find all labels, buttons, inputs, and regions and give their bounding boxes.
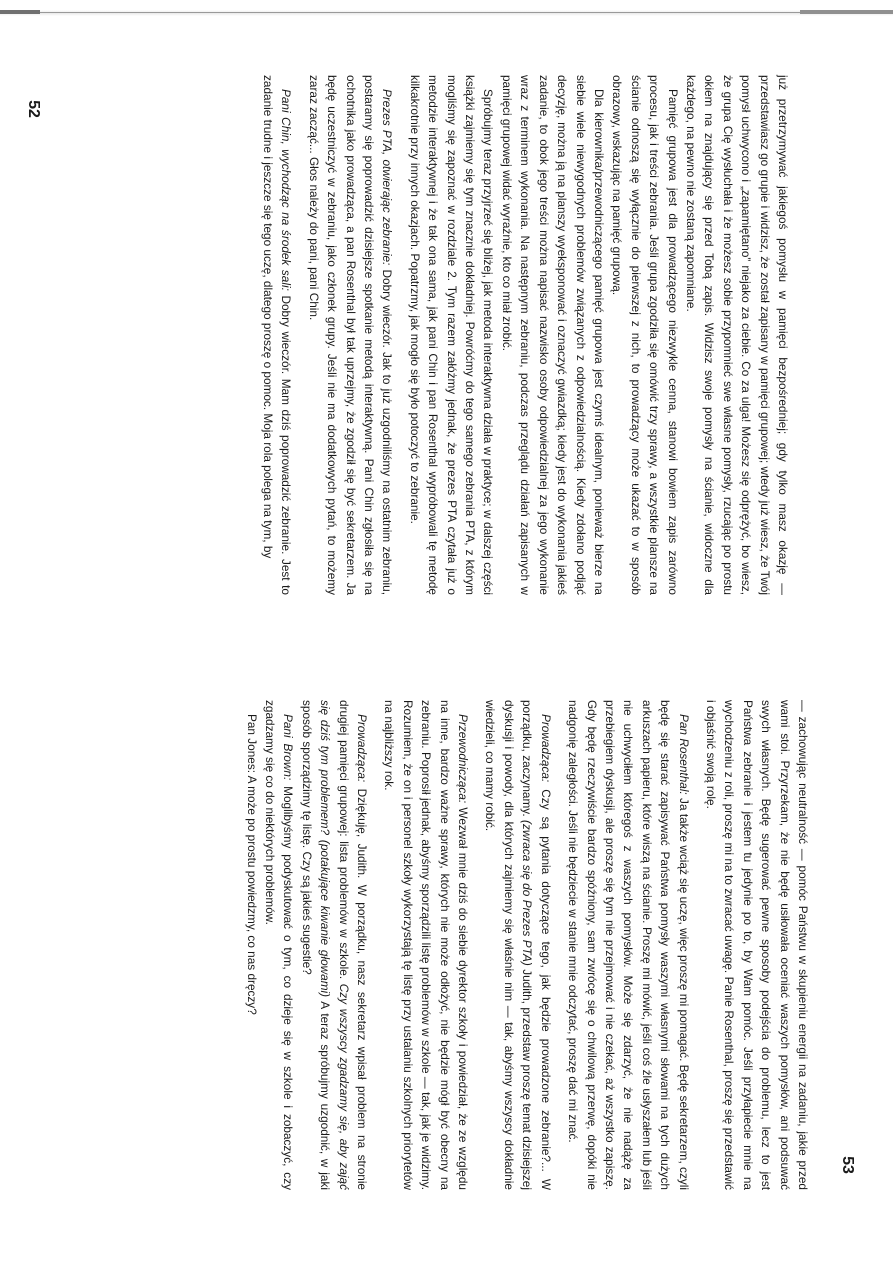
dialogue-text: Dobry wieczór. Mam dziś poprowadzić zebranie. Jest to zadanie trudne i jeszcze się tego uczę, dlatego proszę o pomoc. Moja rola polega na tym, by	[261, 75, 294, 595]
paragraph: Spróbujmy teraz przyjrzeć się bliżej, jak metoda interaktywna działa w praktyce; w dalszej części książki zajmiemy się tym znacznie dokładniej. Powróćmy do tego samego zebrania PTA, z którym mogliśmy się zapoznać w rozdziale 2. Tym razem załóżmy jednak, że prezes PTA czytała już o metodzie interaktywnej i że tak ona sama, jak pani Chin i pan Rosenthal wypróbowali tę metodę kilkakrotnie przy innych okazjach. Popatrzmy, jak mogło się było potoczyć to zebranie.	[407, 75, 496, 595]
speaker: Prowadząca:	[355, 714, 370, 783]
speaker: Pani Chin, wychodząc na środek sali:	[279, 89, 294, 291]
dialogue-paragraph	[259, 75, 296, 595]
dialogue-text: A teraz spróbujmy uzgodnić, w jaki sposób sporządzimy tę listę. Czy są jakieś sugestie?	[299, 700, 333, 1190]
dialogue-text: Czy są pytania dotyczące tego, jak będzie prowadzone zebranie?... W porządku, zaczynamy.	[520, 700, 553, 1190]
dialogue-text: Wezwał mnie dziś do siebie dyrektor szkoły i powiedział, że ze względu na inne, bardzo ważne sprawy, których nie może odłożyć, nie będzie mógł być obecny na zebraniu. Poprosił jednak, abyśmy sporządzili listę problemów w szkole — tak, jak je widzimy. Rozumiem, że on i personel szkoły wykorzystają tę listę przy ustalaniu szkolnych priorytetów na najbliższy rok.	[382, 700, 471, 1190]
speaker: Pani Brown:	[281, 714, 296, 781]
scan-top-edge	[0, 0, 893, 26]
paragraph: już przetrzymywać jakiegoś pomysłu w pamięci bezpośredniej; gdy tylko masz okazję — przedstawiasz go grupie i widzisz, że został zapisany w pamięci grupowej; wtedy już wiesz, że Twój pomysł uchwycono i „zapamiętano” niejako za ciebie. Co za ulga! Możesz się odprężyć, bo wiesz, że grupa Cię wysłuchała i że możesz sobie przypomnieć swe własne pomysły, rzucając po prostu okiem na znajdujący się przed Tobą zapis. Widzisz swoje pomysły na ścianie, widoczne dla każdego, na pewno nie zostaną zapomniane.	[683, 75, 790, 595]
dialogue-text: Judith, przedstaw proszę temat dzisiejszej dyskusji i powody, dla których zajmiemy się właśnie nim — tak, abyśmy wszyscy dokładnie wiedzieli, co mamy robić.	[483, 700, 535, 1190]
dialogue-text: Ja także wciąż się uczę, więc proszę mi pomagać. Będę sekretarzem, czyli będę się starać zapisywać Państwa pomysły waszymi własnymi słowami na tych dużych arkuszach papieru, które wiszą na ścianie. Proszę mi mówić, jeśli coś źle usłyszałem lub jeśli nie uchwyciłem któregoś z waszych pomysłów. Może się zdarzyć, że nie nadążę za przebiegiem dyskusji, ale proszę się tym nie przejmować i nie czekać, aż wszystko zapiszę. Gdy będę rzeczywiście bardzo spóźniony, sam zwrócę się o chwilową przerwę, dopóki nie nadgonię zaległości. Jeśli nie będziecie w stanie mnie odczytać, proszę dać mi znać.	[566, 700, 691, 1190]
dialogue-paragraph	[564, 700, 693, 1190]
paragraph: — zachowując neutralność — pomóc Państwu w skupieniu energii na zadaniu, jakie przed wami stoi. Przyrzekam, że nie będę usiłowała oceniać waszych pomysłów, ani podsuwać swych własnych. Będę sugerować pewne sposoby podejścia do problemu, lecz to jest Państwa zebranie i jestem tu jedynie po to, by Wam pomóc. Jeśli przyłapiecie mnie na wychodzeniu z roli, proszę mi na to zwracać uwagę. Panie Rosenthal, proszę się przedstawić i objaśnić swoją rolę.	[703, 700, 810, 1190]
page-52-text	[207, 75, 792, 595]
scan-edge-shadow-left	[0, 10, 40, 14]
dialogue-paragraph	[297, 700, 371, 1190]
speaker: Pan Rosenthal:	[676, 714, 691, 795]
page-53-text	[222, 700, 812, 1190]
speaker: Przewodnicząca:	[456, 714, 471, 804]
dialogue-text: Dobry wieczór. Jak to już uzgodniliśmy na ostatnim zebraniu, postaramy się poprowadzić dzisiejsze spotkanie metodą interaktywną. Pani Chin zgłosiła się na ochotnika jako prowadząca, a pan Rosenthal był tak uprzejmy, że zgodził się być sekretarzem. Ja będę uczestniczyć w zebraniu, jako członek grupy. Jeśli nie ma dodatkowych pytań, to możemy zaraz zacząć... Głos należy do pani, pani Chin.	[306, 75, 395, 595]
speaker: Prowadząca:	[538, 714, 553, 783]
speaker: Prezes PTA, otwierając zebranie:	[380, 89, 395, 266]
dialogue-text: Dziękuję, Judith. W porządku, nasz sekretarz wpisał problem na stronie drugiej pamięci grupowej: lista problemów w szkole.	[336, 700, 370, 1190]
dialogue-paragraph	[380, 700, 472, 1190]
dialogue-paragraph	[481, 700, 555, 1190]
dialogue-paragraph	[261, 700, 298, 1190]
stage-direction: (potakujące kiwanie głowami)	[318, 835, 333, 998]
dialogue-question: Czy wszyscy zgadzamy się, aby zająć się dziś tym problemem?	[318, 700, 351, 1190]
dialogue-paragraph: Pan Jones: A może po prostu powiedzmy, co nas dręczy?	[244, 714, 259, 1015]
page-number-53: 53	[838, 1156, 856, 1174]
paragraph: Dla kierownika/przewodniczącego pamięć grupowa jest czymś idealnym, ponieważ bierze na siebie wiele niewygodnych problemów związanych z odpowiedzialnością. Kiedy zdołano podjąć decyzję, można ją na planszy wyeksponować i oznaczyć gwiazdką; kiedy jest do wykonania jakieś zadanie, to obok jego treści można napisać nazwisko osoby odpowiedzialnej za jego wykonanie wraz z terminem wykonania. Na następnym zebraniu, podczas przeglądu działań zapisanych w pamięci grupowej widać wyraźnie, kto co miał zrobić.	[499, 75, 606, 595]
scan-edge-shadow-right	[800, 10, 893, 14]
dialogue-text: Moglibyśmy podyskutować o tym, co dzieje się w szkole i zobaczyć, czy zgadzamy się co do niektórych problemów.	[263, 700, 296, 1190]
page-number-52: 52	[24, 100, 42, 118]
scan-edge-line	[0, 12, 893, 13]
stage-direction: (zwraca się do Prezes PTA)	[520, 820, 535, 966]
dialogue-paragraph	[304, 75, 396, 595]
paragraph: Pamięć grupowa jest dla prowadzącego niezwykle cenna, stanowi bowiem zapis zarówno procesu, jak i treści zebrania. Jeśli grupa zgodziła się omówić trzy sprawy, a wszystkie plansze na ścianie odnoszą się wyłącznie do pierwszej z nich, to prowadzący może ukazać to w sposób obrazowy, wskazując na pamięć grupową.	[610, 75, 680, 595]
